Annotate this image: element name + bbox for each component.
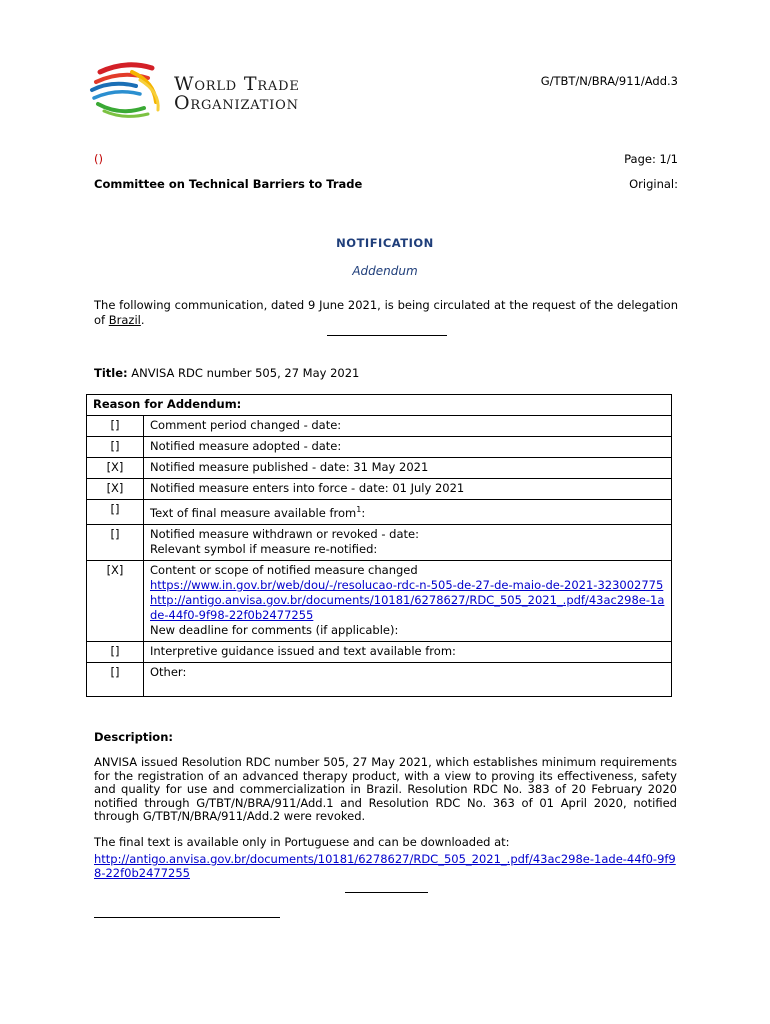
table-row <box>87 458 672 479</box>
org-name <box>174 75 300 113</box>
committee-name: Committee on Technical Barriers to Trade <box>94 177 363 191</box>
intro-prefix: The following communication, dated 9 June 2021, is being circulated at the request of the delegation of <box>94 298 678 327</box>
addendum-subtitle: Addendum <box>352 264 418 278</box>
table-row <box>87 641 672 662</box>
notification-title: NOTIFICATION <box>336 236 434 250</box>
checkbox-final-text: [] <box>87 500 144 525</box>
checkbox-adopted: [] <box>87 437 144 458</box>
original-language: Original: <box>629 177 678 191</box>
end-separator <box>345 892 428 893</box>
reason-final-text <box>144 500 672 525</box>
checkbox-into-force: [X] <box>87 479 144 500</box>
reasons-table <box>86 394 672 697</box>
wto-logo <box>86 58 346 118</box>
table-row <box>87 479 672 500</box>
reason-adopted: Notified measure adopted - date: <box>144 437 672 458</box>
table-row <box>87 524 672 560</box>
description-body: ANVISA issued Resolution RDC number 505, 27 May 2021, which establishes minimum requirements for the registration of an advanced therapy product, with a view to proving its effectiveness, safety and quality for use and commercialization in Brazil. Resolution RDC No. 383 of 20 February 2020 notified through G/TBT/N/BRA/911/Add.1 and Resolution RDC No. 363 of 01 April 2020, notified through G/TBT/N/BRA/911/Add.2 were revoked. <box>94 755 677 823</box>
intro-suffix: . <box>140 313 145 327</box>
separator-line <box>327 335 447 336</box>
org-name-line1: World Trade <box>174 73 300 95</box>
reason-comment-period: Comment period changed - date: <box>144 416 672 437</box>
table-header-row <box>87 395 672 416</box>
reason-withdrawn-label: Notified measure withdrawn or revoked - date: <box>150 526 419 541</box>
page-indicator: Page: 1/1 <box>624 152 678 166</box>
checkbox-withdrawn: [] <box>87 524 144 560</box>
reason-other: Other: <box>144 662 672 696</box>
date-placeholder: () <box>94 152 103 166</box>
reason-interpretive: Interpretive guidance issued and text available from: <box>144 641 672 662</box>
anvisa-link[interactable]: http://antigo.anvisa.gov.br/documents/10181/6278627/RDC_505_2021_.pdf/43ac298e-1ade-44f0-9f98-22f0b2477255 <box>150 592 665 622</box>
title-label: Title: <box>94 366 128 380</box>
intro-paragraph <box>94 298 678 328</box>
reason-final-text-suffix: : <box>361 505 366 520</box>
checkbox-content-changed: [X] <box>87 560 144 641</box>
checkbox-published: [X] <box>87 458 144 479</box>
final-text-note: The final text is available only in Portuguese and can be downloaded at: <box>94 835 510 849</box>
org-name-line2: Organization <box>174 92 299 114</box>
table-row <box>87 437 672 458</box>
measure-title <box>94 366 359 380</box>
footnote-separator <box>94 917 280 918</box>
footnote-ref[interactable]: 1 <box>356 505 362 514</box>
reason-into-force: Notified measure enters into force - date: 01 July 2021 <box>144 479 672 500</box>
checkbox-comment-period: [] <box>87 416 144 437</box>
table-row <box>87 560 672 641</box>
reason-renotified-label: Relevant symbol if measure re-notified: <box>150 541 378 556</box>
table-row <box>87 662 672 696</box>
final-text-link[interactable]: http://antigo.anvisa.gov.br/documents/10181/6278627/RDC_505_2021_.pdf/43ac298e-1ade-44f0-9f98-22f0b2477255 <box>94 852 676 880</box>
title-value: ANVISA RDC number 505, 27 May 2021 <box>127 366 360 380</box>
reasons-header: Reason for Addendum: <box>87 395 672 416</box>
description-heading: Description: <box>94 730 173 744</box>
wto-emblem-icon <box>86 58 172 120</box>
reason-content-changed <box>144 560 672 641</box>
reason-withdrawn <box>144 524 672 560</box>
reason-final-text-label: Text of final measure available from <box>150 505 357 520</box>
dou-link[interactable]: https://www.in.gov.br/web/dou/-/resolucao-rdc-n-505-de-27-de-maio-de-2021-323002775 <box>150 577 664 592</box>
reason-content-changed-label: Content or scope of notified measure changed <box>150 562 418 577</box>
checkbox-other: [] <box>87 662 144 696</box>
table-row <box>87 416 672 437</box>
reason-published: Notified measure published - date: 31 May 2021 <box>144 458 672 479</box>
new-deadline-label: New deadline for comments (if applicable): <box>150 622 399 637</box>
checkbox-interpretive: [] <box>87 641 144 662</box>
table-row <box>87 500 672 525</box>
document-symbol: G/TBT/N/BRA/911/Add.3 <box>540 74 678 88</box>
intro-country-link[interactable]: Brazil <box>108 313 141 327</box>
